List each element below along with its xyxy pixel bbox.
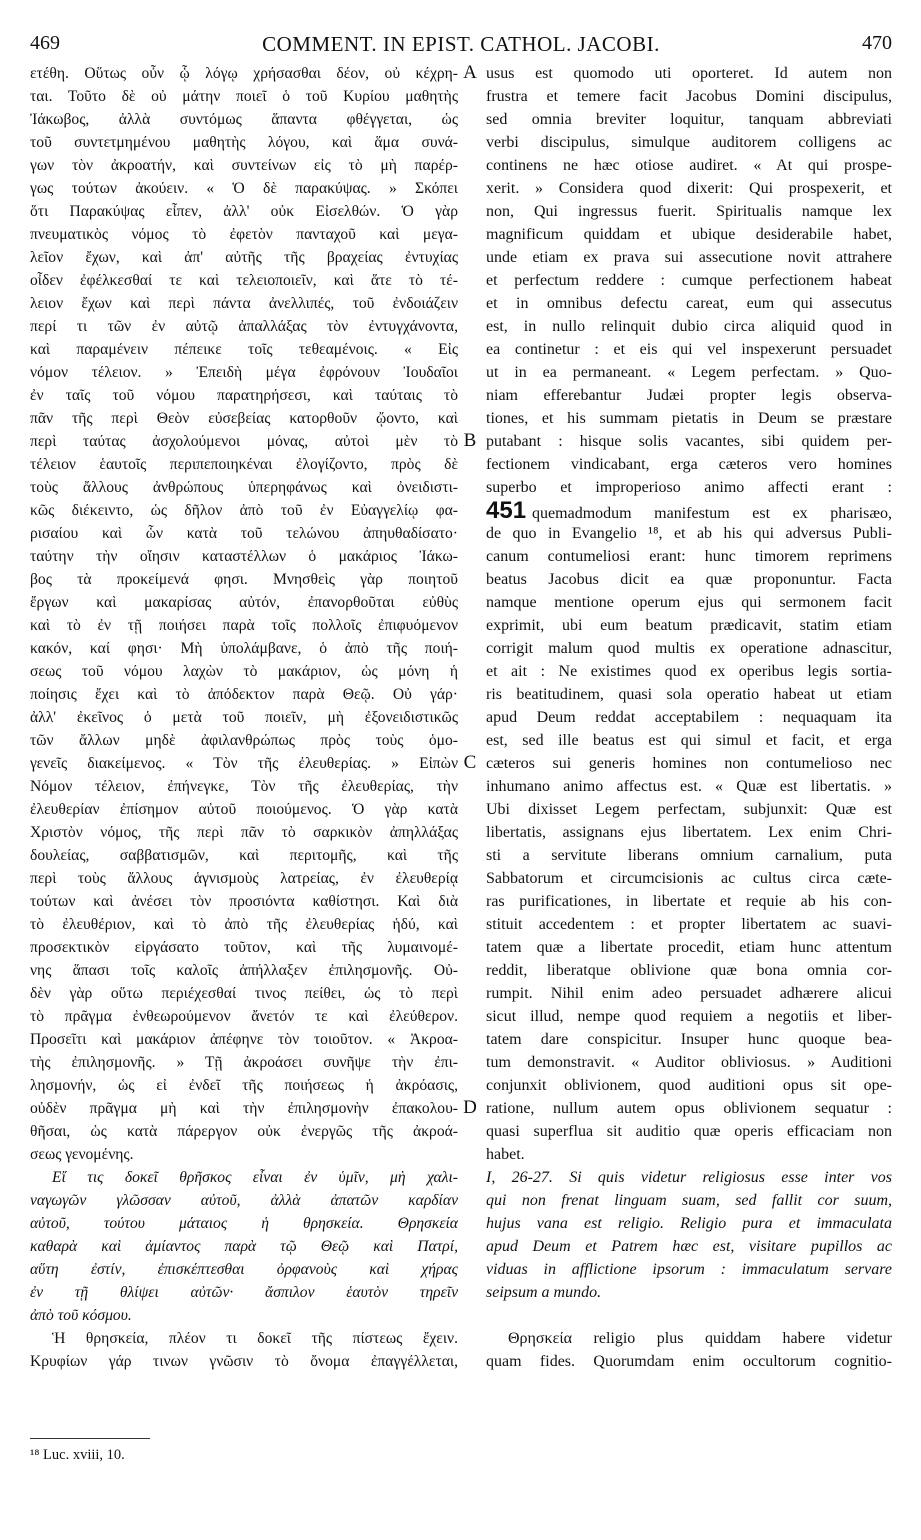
greek-text-line: οἶδεν ἐφέλκεσθαί τε καὶ τελειοποιεῖν, καὶ ἅτε τὸ τέ-: [30, 272, 458, 289]
greek-text-line: τὸ ἐλευθέριον, καὶ τὸ ἀπὸ τῆς ἐλευθερίας ἡδύ, καὶ: [30, 916, 458, 933]
greek-text-line: πᾶν τῆς περὶ Θεὸν εὐσεβείας κατορθοῦν ᾤοντο, καὶ: [30, 410, 458, 427]
greek-text-line: τοῦ συντετμημένου μαθητὴς λόγου, καὶ ἅμα συνά-: [30, 134, 458, 151]
latin-verse-line: hujus vana est religio. Religio pura et immaculata: [486, 1215, 892, 1232]
greek-text-line: τούτων καὶ ἀνέσει τὸν προσιόντα καθίστησι. Καὶ διὰ: [30, 893, 458, 910]
greek-verse-line: καθαρὰ καὶ ἀμίαντος παρὰ τῷ Θεῷ καὶ Πατρί,: [30, 1238, 458, 1255]
greek-text-line: Νόμον τέλειον, ἐπήνεγκε, Τὸν τῆς ἐλευθερίας, τὴν: [30, 778, 458, 795]
greek-text-line: νης ἅπασι τοῖς καλοῖς ἀπήλλαξεν ἐπιλησμονῆς. Οὐ-: [30, 962, 458, 979]
latin-verse-line: seipsum a mundo.: [486, 1284, 602, 1301]
footnote: ¹⁸ Luc. xviii, 10.: [30, 1447, 125, 1463]
latin-text-line: sti a servitute liberans omnium carnalium, puta: [486, 847, 892, 864]
greek-text-line: τὴς ἐπιλησμονῆς. » Τῇ ἀκροάσει συνῆψε τὴν ἐπι-: [30, 1054, 458, 1071]
latin-text-line: [486, 499, 892, 522]
latin-text-line: niam efferebantur Judæi propter legis observa-: [486, 387, 892, 404]
greek-text-line: ἔργων καὶ μακαρίσας αὐτόν, ἐπανορθοῦται εὐθὺς: [30, 594, 458, 611]
greek-verse-line: Εἴ τις δοκεῖ θρῆσκος εἶναι ἐν ὑμῖν, μὴ χαλι-: [52, 1169, 458, 1186]
greek-text-line: κακόν, καί φησι· Μὴ ὑπολάμβανε, ὁ ἀπὸ τῆς ποιή-: [30, 640, 458, 657]
greek-text-line: τὸ πρᾶγμα ἐνθεωρούμενον ἄνετόν τε καὶ ἐλεύθερον.: [30, 1008, 458, 1025]
latin-column: [486, 62, 892, 1373]
greek-text-line: περὶ τοὺς ἄλλους ἁγνισμοὺς λατρείας, ἐν ἐλευθερίᾳ: [30, 870, 458, 887]
margin-letter-b: B: [463, 430, 477, 451]
latin-text-line: de quo in Evangelio ¹⁸, et ab his qui adversus Publi-: [486, 525, 892, 542]
latin-text-line: quasi superflua sit auditio quæ operis efficaciam non: [486, 1123, 892, 1140]
latin-text-line: tiones, et his summam pietatis in Deum se præstare: [486, 410, 892, 427]
greek-text-line: τοὺς ἄλλους ἀνθρώπους ὑπερηφάνως καὶ ὀνειδιστι-: [30, 479, 458, 496]
margin-letter-d: D: [463, 1097, 477, 1118]
greek-text-line: τέλειον ἑαυτοῖς περιπεποιηκέναι ἐλογίζοντο, πρὸς δὲ: [30, 456, 458, 473]
latin-text-line: superbo et improperioso animo affecti erant :: [486, 479, 892, 496]
greek-text-line: γων τὸν ἀκροατήν, καὶ συντείνων εἰς τὸ μὴ παρέρ-: [30, 157, 458, 174]
greek-text-line: δὲν γὰρ οὕτω περιέχεσθαί τινος πείθει, ὡς τὸ περὶ: [30, 985, 458, 1002]
latin-text-line: habet.: [486, 1146, 525, 1163]
latin-text-line: exprimit, ubi eum beatum prædicavit, statim etiam: [486, 617, 892, 634]
latin-text-line: inhumano animo affectus est. « Quæ est libertatis. »: [486, 778, 892, 795]
latin-text-line: cæteros sui generis homines non contumelioso nec: [486, 755, 892, 772]
greek-text-line: ἀλλ' ἐκεῖνος ὁ μετὰ τοῦ ποιεῖν, μὴ ἐξονειδιστικῶς: [30, 709, 458, 726]
greek-text-line: νόμον τέλειον. » Ἐπειδὴ μέγα ἐφρόνουν Ἰουδαῖοι: [30, 364, 458, 381]
greek-text-line: καὶ παραμένειν πέπεικε τοῖς τεθεαμένοις. « Εἰς: [30, 341, 458, 358]
latin-text-line: Θρησκεία religio plus quiddam habere videtur: [508, 1330, 892, 1347]
latin-text-line: canum contumeliosi erant: hunc timorem reprimens: [486, 548, 892, 565]
latin-text-line: ea continetur : et eis qui vel inspexerunt persuadet: [486, 341, 892, 358]
latin-verse-line: apud Deum et Patrem hæc est, visitare pupillos ac: [486, 1238, 892, 1255]
margin-letter-a: A: [463, 62, 477, 83]
latin-text-line: et ait : Ne existimes quod ex operibus legis sortia-: [486, 663, 892, 680]
running-head: COMMENT. IN EPIST. CATHOL. JACOBI.: [262, 32, 660, 56]
footnote-area: [30, 1438, 150, 1464]
latin-text-line: sicut illud, nempe quod requiem a negotiis et liber-: [486, 1008, 892, 1025]
latin-text-line: unde etiam ex prava sui assecutione novit attrahere: [486, 249, 892, 266]
latin-text-line: Sabbatorum et circumcisionis ac cultus circa cæte-: [486, 870, 892, 887]
greek-column: [30, 62, 458, 1373]
column-number: 451: [486, 499, 527, 522]
page-number-left: 469: [30, 32, 60, 54]
latin-text-line: est, sed ille beatus est qui simul et facit, et erga: [486, 732, 892, 749]
latin-text-line: namque mentione operum ejus qui sermonem facit: [486, 594, 892, 611]
greek-verse-line: αὕτη ἐστίν, ἐπισκέπτεσθαι ὀρφανοὺς καὶ χήρας: [30, 1261, 458, 1278]
latin-text-line: frustra et temere facit Jacobus Domini discipulus,: [486, 88, 892, 105]
latin-text-line: ut in ea permaneant. « Legem perfectam. » Quo-: [486, 364, 892, 381]
latin-verse-line: I, 26-27. Si quis videtur religiosus esse inter vos: [486, 1169, 892, 1186]
latin-text-line: tatem quæ a libertate procedit, etiam hunc attentum: [486, 939, 892, 956]
latin-text-line: ris beatitudinem, quasi sola operatio habeat ut etiam: [486, 686, 892, 703]
latin-text-line: tum demonstravit. « Auditor obliviosus. » Auditioni: [486, 1054, 892, 1071]
latin-text-line: reddit, liberatque oblivione quæ bona omnia cor-: [486, 962, 892, 979]
latin-text-line: continens ne hæc otiose audiret. « At qui prospe-: [486, 157, 892, 174]
latin-text-line: Ubi dixisset Legem perfectam, subjunxit: Quæ est: [486, 801, 892, 818]
greek-text-line: προσεκτικὸν εἰργάσατο τοῦτον, καὶ τῆς λυμαινομέ-: [30, 939, 458, 956]
latin-verse-line: qui non frenat linguam suam, sed fallit cor suum,: [486, 1192, 892, 1209]
greek-text-line: ὅτι Παρακύψας εἶπεν, ἀλλ' οὐκ Εἰσελθών. Ὁ γὰρ: [30, 203, 458, 220]
greek-text-line: Ἰάκωβος, ἀλλὰ συντόμως ἅπαντα φθέγγεται, ὡς: [30, 111, 458, 128]
latin-text-line: fectionem vindicabant, erga cæteros vero homines: [486, 456, 892, 473]
greek-text-line: ἐλευθερίαν ἐπίσημον αὐτοῦ ποιούμενος. Ὁ γὰρ κατὰ: [30, 801, 458, 818]
greek-text-line: Προσεῖτι καὶ μακάριον ἀπέφηνε τὸν τοιοῦτον. « Ἀκροα-: [30, 1031, 458, 1048]
greek-text-line: οὐδὲν πρᾶγμα μὴ καὶ τὴν ἐπιλησμονὴν ἐπακολου-: [30, 1100, 458, 1117]
latin-text-line: magnificum quiddam et ubique desiderabile habet,: [486, 226, 892, 243]
greek-text-line: Κρυφίων γάρ τινων γνῶσιν τὸ ὄνομα ἐπαγγέλλεται,: [30, 1353, 458, 1370]
greek-verse-line: ναγωγῶν γλῶσσαν αὐτοῦ, ἀλλὰ ἀπατῶν καρδίαν: [30, 1192, 458, 1209]
latin-text-line: ratione, nullum autem opus oblivionem sequatur :: [486, 1100, 892, 1117]
greek-text-line: δουλείας, σαββατισμῶν, καὶ περιτομῆς, καὶ τῆς: [30, 847, 458, 864]
latin-text-line: et in omnibus defectu careat, eum qui assecutus: [486, 295, 892, 312]
latin-verse-line: viduas in afflictione ipsorum : immaculatum servare: [486, 1261, 892, 1278]
greek-verse-line: ἐν τῇ θλίψει αὐτῶν· ἄσπιλον ἑαυτὸν τηρεῖν: [30, 1284, 458, 1301]
latin-text-line: et perfectum reddere : cumque perfectionem habeat: [486, 272, 892, 289]
latin-text-line: conjunxit oblivionem, quod auditioni opus sit ope-: [486, 1077, 892, 1094]
latin-text-line: stituit accedentem : et propter libertatem ac suavi-: [486, 916, 892, 933]
greek-text-line: βος τὰ προκείμενά φησι. Μνησθεὶς γὰρ ποιητοῦ: [30, 571, 458, 588]
latin-text-line: putabant : hisque solis vacantes, sibi quidem per-: [486, 433, 892, 450]
latin-text-line: verbi discipulus, simulque auditorem colligens ac: [486, 134, 892, 151]
greek-text-line: λεῖον ἔχων, καὶ ἀπ' αὐτῆς τῆς βραχείας ἐντυχίας: [30, 249, 458, 266]
latin-text-line: ras purificationes, in libertate et requie ab his con-: [486, 893, 892, 910]
greek-text-line: καὶ τὸ ἐν τῇ ποιήσει παρὰ τοῖς πολλοῖς ἐπιφυόμενον: [30, 617, 458, 634]
latin-text-line: corrigit malum quod multis ex operatione adnascitur,: [486, 640, 892, 657]
greek-text-line: ετέθη. Οὕτως οὖν ᾧ λόγῳ χρήσασθαι δέον, οὐ κέχρη-: [30, 65, 458, 82]
greek-text-line: σεως γενομένης.: [30, 1146, 134, 1163]
latin-text-line: non, Qui ingressus fuerit. Spiritualis namque lex: [486, 203, 892, 220]
latin-text-line: beatus Jacobus dicit ea quæ proponuntur. Facta: [486, 571, 892, 588]
greek-text-line: γενεῖς διακείμενος. « Τὸν τῆς ἐλευθερίας. » Εἰπὼν: [30, 755, 458, 772]
greek-text-line: ρισαίου καὶ ὧν κατὰ τοῦ τελώνου ἀπηυθαδίσατο·: [30, 525, 458, 542]
greek-text-line: ποίησις ἔχει καὶ τὸ ἀπόδεκτον παρὰ Θεῷ. Οὐ γάρ·: [30, 686, 458, 703]
page-number-right: 470: [862, 32, 892, 54]
margin-letter-c: C: [463, 752, 477, 773]
greek-text-line: τῶν ἄλλων μηδὲ ἀφιλανθρώπως πρὸς τοὺς ὁμο-: [30, 732, 458, 749]
greek-text-line: γως τούτων ἀκούειν. « Ὁ δὲ παρακύψας. » Σκόπει: [30, 180, 458, 197]
greek-text-line: ἐν ταῖς τοῦ νόμου παρατηρήσεσι, καὶ ταύταις τὸ: [30, 387, 458, 404]
paragraph-gap: [486, 1304, 892, 1327]
greek-text-line: λειον ἔχων καὶ περὶ πάντα ἀνελλιπές, τοῦ ἐνδοιάζειν: [30, 295, 458, 312]
latin-text-line: libertatis, assignans ejus libertatem. Lex enim Chri-: [486, 824, 892, 841]
latin-text-line: xerit. » Considera quod dixerit: Qui prospexerit, et: [486, 180, 892, 197]
greek-text-line: Ἡ θρησκεία, πλέον τι δοκεῖ τῆς πίστεως ἔχειν.: [52, 1330, 458, 1347]
greek-verse-line: ἀπὸ τοῦ κόσμου.: [30, 1307, 132, 1324]
greek-text-line: Χριστὸν νόμος, τῆς περὶ πᾶν τὸ σαρκικὸν ἀπηλλάξας: [30, 824, 458, 841]
greek-text-line: λησμονήν, ὡς εἰ ἐνδεῖ τῆς ποιήσεως ἡ ἀκρόασις,: [30, 1077, 458, 1094]
latin-text-line: tatem dare conspicitur. Insuper hunc quoque bea-: [486, 1031, 892, 1048]
greek-verse-line: αὐτοῦ, τούτου μάταιος ἡ θρησκεία. Θρησκεία: [30, 1215, 458, 1232]
greek-text-line: πνευματικὸς νόμος τὸ ἐφετὸν πανταχοῦ καὶ μεγα-: [30, 226, 458, 243]
latin-text-line: sed omnia breviter loquitur, tanquam abbreviati: [486, 111, 892, 128]
greek-text-line: θῆσαι, ὡς κατὰ πάρεργον οὐκ ἐνεργῶς τῆς ἀκροά-: [30, 1123, 458, 1140]
greek-text-line: ται. Τοῦτο δὲ οὐ μάτην ποιεῖ ὁ τοῦ Κυρίου μαθητὴς: [30, 88, 458, 105]
latin-text-line: quam fides. Quorumdam enim occultorum cognitio-: [486, 1353, 892, 1370]
greek-text-line: κῶς διέκειντο, ὡς δῆλον ἀπὸ τοῦ ἐν Εὐαγγελίῳ φα-: [30, 502, 458, 519]
greek-text-line: σεως τοῦ νόμου λαχὼν τὸ μακάριον, ὡς μόνη ἡ: [30, 663, 458, 680]
greek-text-line: ταύτην τὴν οἴησιν καταστέλλων ὁ μακάριος Ἰάκω-: [30, 548, 458, 565]
page-header: [30, 32, 892, 60]
latin-text-line: rumpit. Nihil enim adeo persuadet adhærere alicui: [486, 985, 892, 1002]
greek-text-line: περὶ ταύτας ἀσχολούμενοι μόνας, αὐτοὶ μὲν τὸ: [30, 433, 458, 450]
latin-text-fragment: quemadmodum manifestum est ex pharisæo,: [532, 505, 892, 522]
latin-text-line: apud Deum reddat acceptabilem : nequaquam ita: [486, 709, 892, 726]
latin-text-line: usus est quomodo uti oporteret. Id autem non: [486, 65, 892, 82]
latin-text-line: est, in nullo relinquit dubio circa aliquid quod in: [486, 318, 892, 335]
greek-text-line: περί τι τῶν ἐν αὐτῷ ἀπαλλάξας τὸν ἐντυγχάνοντα,: [30, 318, 458, 335]
